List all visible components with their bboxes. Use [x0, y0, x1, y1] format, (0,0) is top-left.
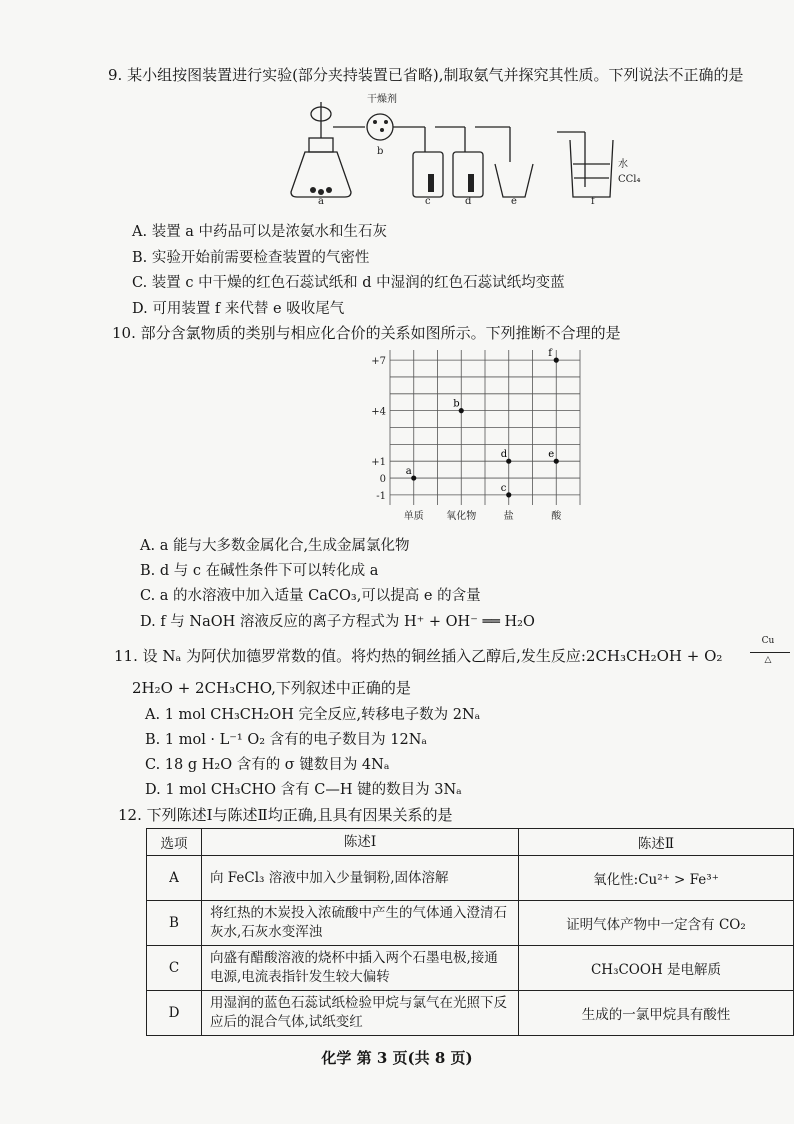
q12-stem: 12. 下列陈述Ⅰ与陈述Ⅱ均正确,且具有因果关系的是: [118, 806, 453, 824]
q11-option-c: C. 18 g H₂O 含有的 σ 键数目为 4Nₐ: [145, 757, 390, 773]
y-tick-label: +4: [371, 406, 386, 418]
q11-option-a: A. 1 mol CH₃CH₂OH 完全反应,转移电子数为 2Nₐ: [145, 707, 481, 723]
q10-option-c: C. a 的水溶液中加入适量 CaCO₃,可以提高 e 的含量: [140, 588, 481, 604]
q10-chart: [350, 340, 590, 525]
table-row: [147, 856, 794, 901]
x-category-label: 酸: [551, 511, 562, 522]
label-f: f: [591, 196, 595, 204]
data-point-a: [411, 475, 416, 480]
label-c: c: [425, 196, 431, 204]
x-category-label: 单质: [403, 511, 424, 522]
q11-option-b: B. 1 mol · L⁻¹ O₂ 含有的电子数目为 12Nₐ: [145, 732, 428, 748]
label-desiccant: 干燥剂: [367, 94, 397, 105]
row-statement-1: 向 FeCl₃ 溶液中加入少量铜粉,固体溶解: [202, 856, 519, 901]
row-statement-1: 用湿润的蓝色石蕊试纸检验甲烷与氯气在光照下反应后的混合气体,试纸变红: [202, 991, 519, 1036]
y-tick-label: +7: [371, 356, 386, 368]
q11-stem: 11. 设 Nₐ 为阿伏加德罗常数的值。将灼热的铜丝插入乙醇后,发生反应:2CH₃CH₂OH + O₂: [114, 647, 723, 665]
q9-option-c: C. 装置 c 中干燥的红色石蕊试纸和 d 中湿润的红色石蕊试纸均变蓝: [132, 275, 565, 291]
data-label-c: c: [500, 482, 507, 494]
label-water: 水: [618, 159, 628, 170]
x-category-label: 盐: [503, 511, 514, 522]
q9-option-b: B. 实验开始前需要检查装置的气密性: [132, 250, 370, 266]
q10-option-b: B. d 与 c 在碱性条件下可以转化成 a: [140, 563, 379, 579]
table-row: [147, 946, 794, 991]
q12-table: [146, 828, 794, 1036]
funnel-beaker-e: [495, 164, 533, 197]
q11-arrow-bottom: △: [764, 655, 772, 665]
data-point-f: [554, 358, 559, 363]
q11-option-d: D. 1 mol CH₃CHO 含有 C—H 键的数目为 3Nₐ: [145, 782, 462, 798]
row-statement-1: 向盛有醋酸溶液的烧杯中插入两个石墨电极,接通电源,电流表指针发生较大偏转: [202, 946, 519, 991]
label-a: a: [318, 196, 324, 204]
table-row: [147, 991, 794, 1036]
data-point-c: [506, 492, 511, 497]
row-statement-2: 生成的一氯甲烷具有酸性: [519, 991, 794, 1036]
label-ccl4: CCl₄: [618, 174, 641, 185]
label-b: b: [377, 146, 384, 157]
y-tick-label: +1: [371, 457, 386, 469]
row-statement-2: 证明气体产物中一定含有 CO₂: [519, 901, 794, 946]
y-tick-label: -1: [376, 490, 386, 502]
row-statement-2: CH₃COOH 是电解质: [519, 946, 794, 991]
row-option: B: [147, 901, 202, 946]
table-row: [147, 901, 794, 946]
q9-stem: 9. 某小组按图装置进行实验(部分夹持装置已省略),制取氨气并探究其性质。下列说法不正确的是: [108, 66, 744, 84]
label-e: e: [511, 196, 517, 204]
q9-apparatus: [285, 92, 685, 204]
label-d: d: [465, 196, 472, 204]
q10-stem: 10. 部分含氯物质的类别与相应化合价的关系如图所示。下列推断不合理的是: [112, 324, 621, 342]
q11-arrow-top: Cu: [761, 636, 775, 646]
row-option: C: [147, 946, 202, 991]
q10-option-d: D. f 与 NaOH 溶液反应的离子方程式为 H⁺ + OH⁻ ══ H₂O: [140, 614, 535, 630]
y-tick-label: 0: [379, 474, 386, 486]
page-footer: 化学 第 3 页(共 8 页): [321, 1049, 473, 1067]
header-statement-2: 陈述Ⅱ: [519, 829, 794, 856]
drying-tube-b: [367, 114, 393, 140]
q10-option-a: A. a 能与大多数金属化合,生成金属氯化物: [140, 538, 410, 554]
x-category-label: 氧化物: [446, 511, 477, 522]
row-statement-2: 氧化性:Cu²⁺ > Fe³⁺: [519, 856, 794, 901]
q9-option-a: A. 装置 a 中药品可以是浓氨水和生石灰: [132, 224, 388, 240]
data-label-b: b: [453, 398, 460, 410]
header-statement-1: 陈述Ⅰ: [202, 829, 519, 856]
q9-option-d: D. 可用装置 f 来代替 e 吸收尾气: [132, 301, 345, 317]
data-label-a: a: [405, 466, 412, 478]
q11-arrow: [750, 652, 790, 653]
row-option: A: [147, 856, 202, 901]
row-statement-1: 将红热的木炭投入浓硫酸中产生的气体通入澄清石灰水,石灰水变浑浊: [202, 901, 519, 946]
beaker-f: [570, 140, 613, 197]
row-option: D: [147, 991, 202, 1036]
header-option: 选项: [147, 829, 202, 856]
data-label-d: d: [500, 449, 508, 461]
table-header-row: [147, 829, 794, 856]
data-point-e: [554, 459, 559, 464]
data-label-e: e: [548, 449, 555, 461]
data-label-f: f: [548, 348, 552, 360]
q11-stem-2: 2H₂O + 2CH₃CHO,下列叙述中正确的是: [132, 679, 411, 697]
